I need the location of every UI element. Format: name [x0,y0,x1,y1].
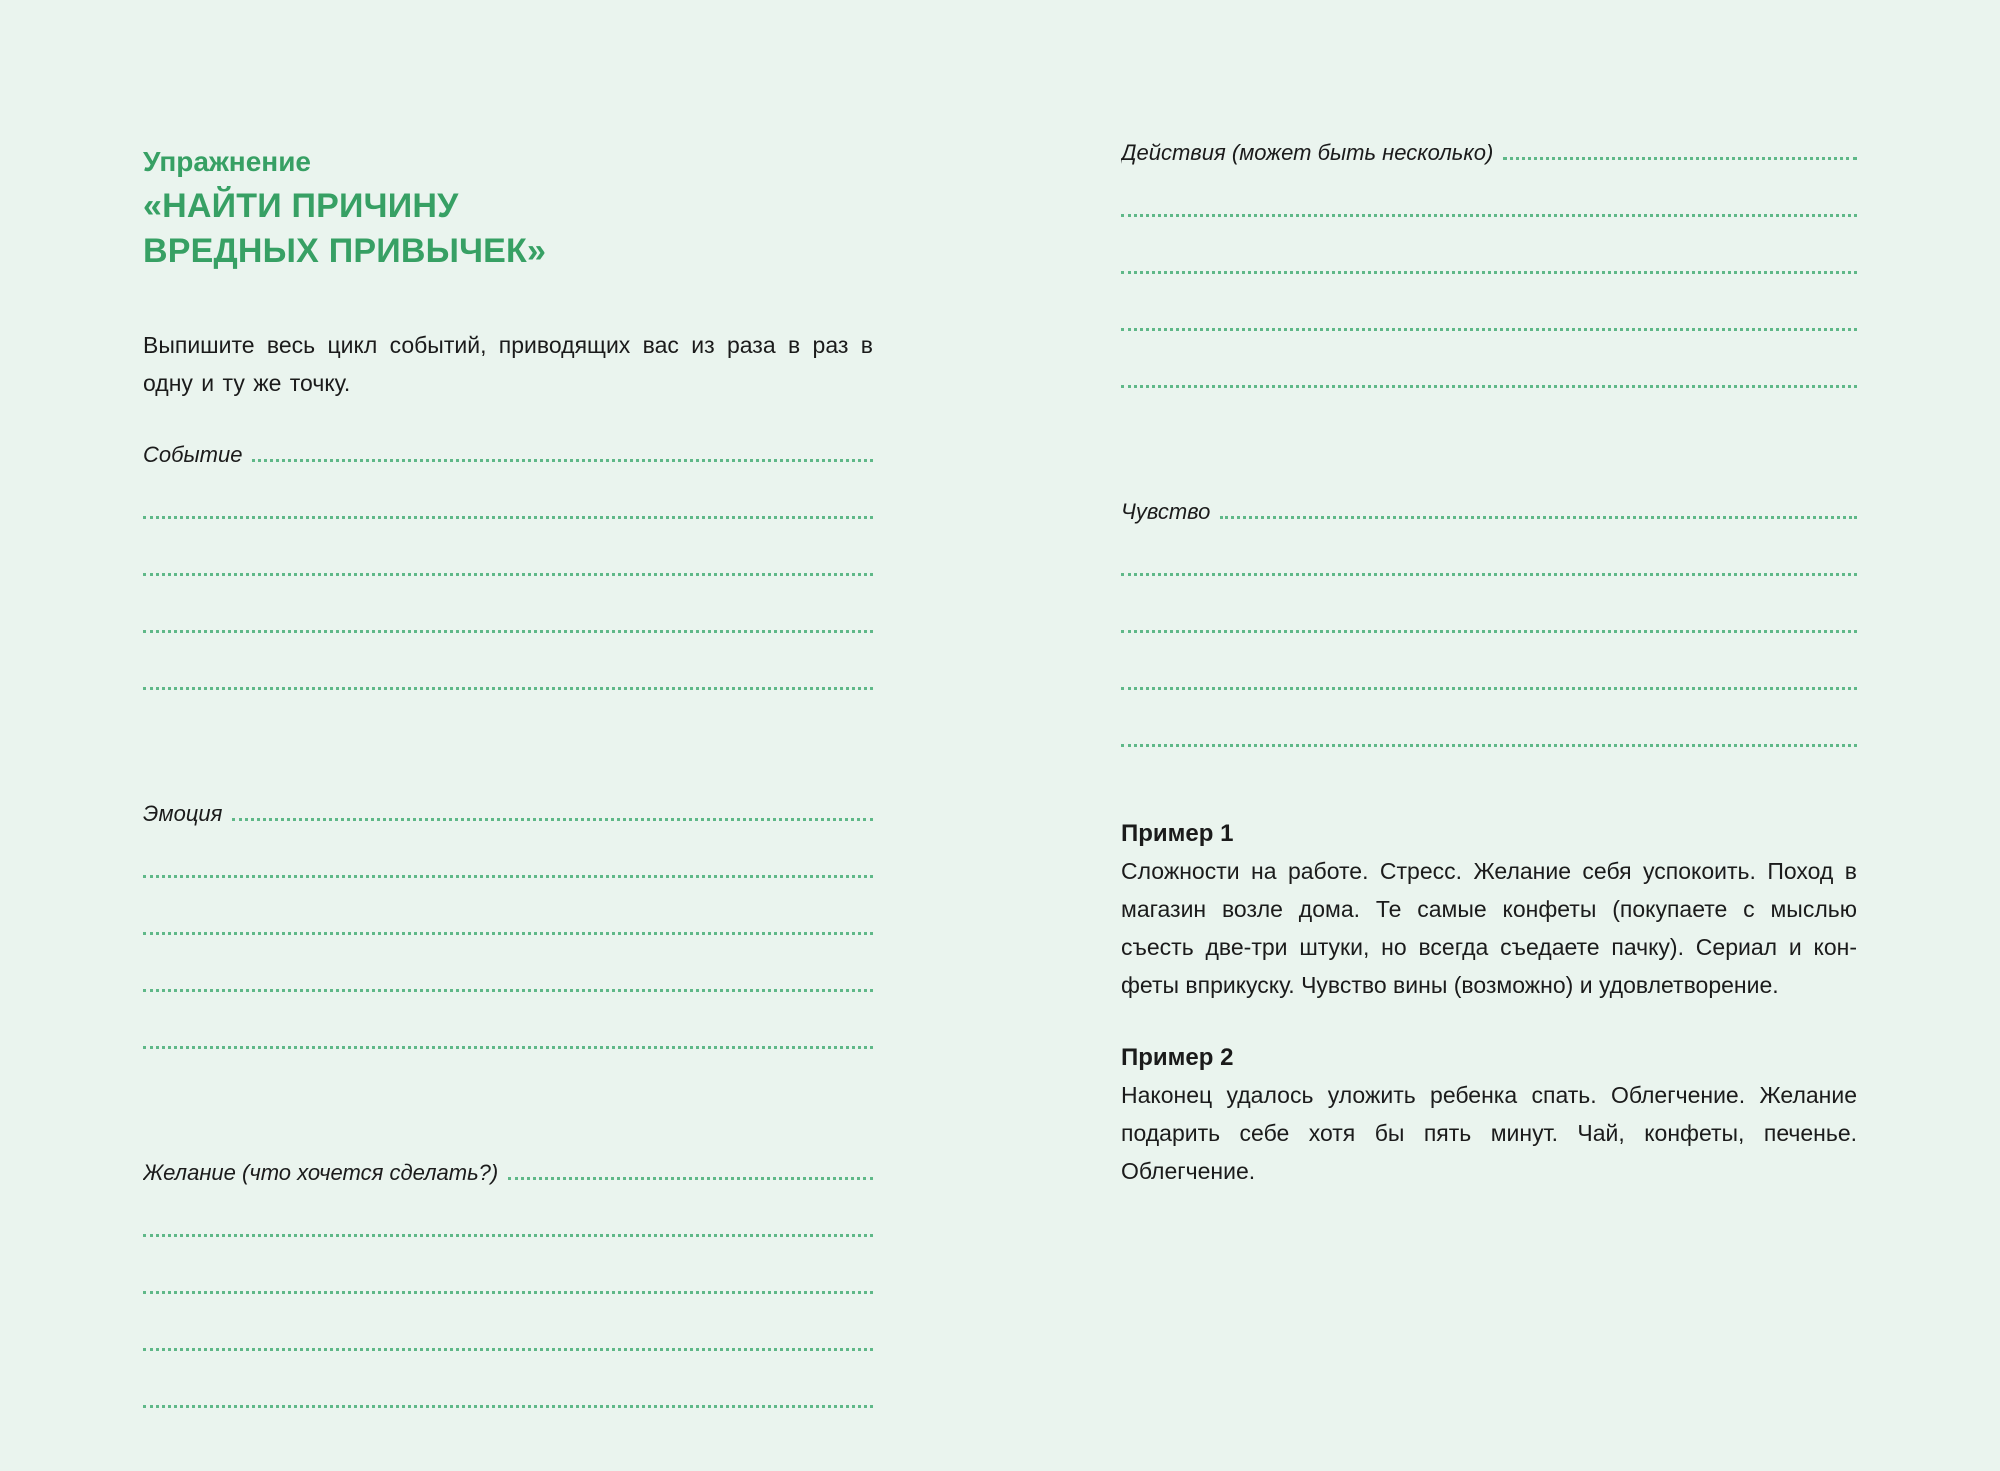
example-1-title: Пример 1 [1121,820,1234,847]
exercise-title-line-1: «НАЙТИ ПРИЧИНУ [143,187,459,225]
event-field-group [143,414,873,699]
instruction-text: Выпишите весь цикл событий, приводящих вас из раза в раз в одну и ту же точку. [143,332,873,396]
dotted-line [143,932,873,935]
actions-line[interactable] [1121,112,1857,169]
right-page [1121,140,1857,1190]
feeling-line[interactable] [1121,471,1857,528]
dotted-line [143,1291,873,1294]
dotted-line [143,1348,873,1351]
emotion-line[interactable] [143,944,873,1001]
emotion-label: Эмоция [143,801,223,826]
example-2-title: Пример 2 [1121,1044,1234,1071]
dotted-line [143,630,873,633]
dotted-line [1121,687,1857,690]
desire-field-group [143,1132,873,1417]
dotted-line [143,875,873,878]
event-line[interactable] [143,471,873,528]
actions-label: Действия (может быть несколько) [1121,140,1494,165]
dotted-line [1220,516,1857,519]
dotted-line [143,573,873,576]
exercise-title-line-2: ВРЕДНЫХ ПРИВЫЧЕК» [143,232,547,270]
event-line[interactable] [143,585,873,642]
dotted-line [143,1234,873,1237]
dotted-line [1121,630,1857,633]
dotted-line [143,1046,873,1049]
desire-label: Желание (что хочется сделать?) [143,1160,499,1185]
dotted-line [1121,328,1857,331]
dotted-line [232,818,873,821]
emotion-line[interactable] [143,1001,873,1058]
emotion-field-group [143,773,873,1058]
desire-line[interactable] [143,1132,873,1189]
event-line[interactable] [143,528,873,585]
example-1 [1121,816,1857,1004]
dotted-line [143,516,873,519]
desire-line[interactable] [143,1360,873,1417]
emotion-line[interactable] [143,773,873,830]
example-2-text: Наконец удалось уложить ребенка спать. Облегчение. Желание подарить себе хотя бы пять минут. Чай, конфеты, печенье. Облегчение. [1121,1082,1857,1184]
dotted-line [252,459,873,462]
example-1-text: Сложности на работе. Стресс. Желание себя успокоить. Поход в магазин возле дома. Те самые конфеты (покупаете с мыслью съесть две-три штуки, но всегда съедаете пачку). Сериал и кон-феты вприкуску. Чувство вины (возможно) и удовлетворение. [1121,858,1857,998]
feeling-label: Чувство [1121,499,1211,524]
dotted-line [1503,157,1857,160]
desire-line[interactable] [143,1246,873,1303]
example-2 [1121,1040,1857,1190]
desire-line[interactable] [143,1189,873,1246]
dotted-line [143,989,873,992]
feeling-line[interactable] [1121,642,1857,699]
emotion-line[interactable] [143,830,873,887]
event-line[interactable] [143,642,873,699]
event-line[interactable] [143,414,873,471]
feeling-line[interactable] [1121,528,1857,585]
feeling-line[interactable] [1121,699,1857,756]
dotted-line [1121,271,1857,274]
dotted-line [1121,573,1857,576]
actions-line[interactable] [1121,226,1857,283]
dotted-line [1121,385,1857,388]
event-label: Событие [143,442,243,467]
dotted-line [143,687,873,690]
dotted-line [143,1405,873,1408]
actions-field-group [1121,112,1857,397]
feeling-line[interactable] [1121,585,1857,642]
actions-line[interactable] [1121,283,1857,340]
emotion-line[interactable] [143,887,873,944]
left-page [143,140,873,1417]
feeling-field-group [1121,471,1857,756]
actions-line[interactable] [1121,169,1857,226]
actions-line[interactable] [1121,340,1857,397]
dotted-line [508,1177,873,1180]
dotted-line [1121,214,1857,217]
exercise-eyebrow: Упражнение [143,146,311,177]
desire-line[interactable] [143,1303,873,1360]
dotted-line [1121,744,1857,747]
